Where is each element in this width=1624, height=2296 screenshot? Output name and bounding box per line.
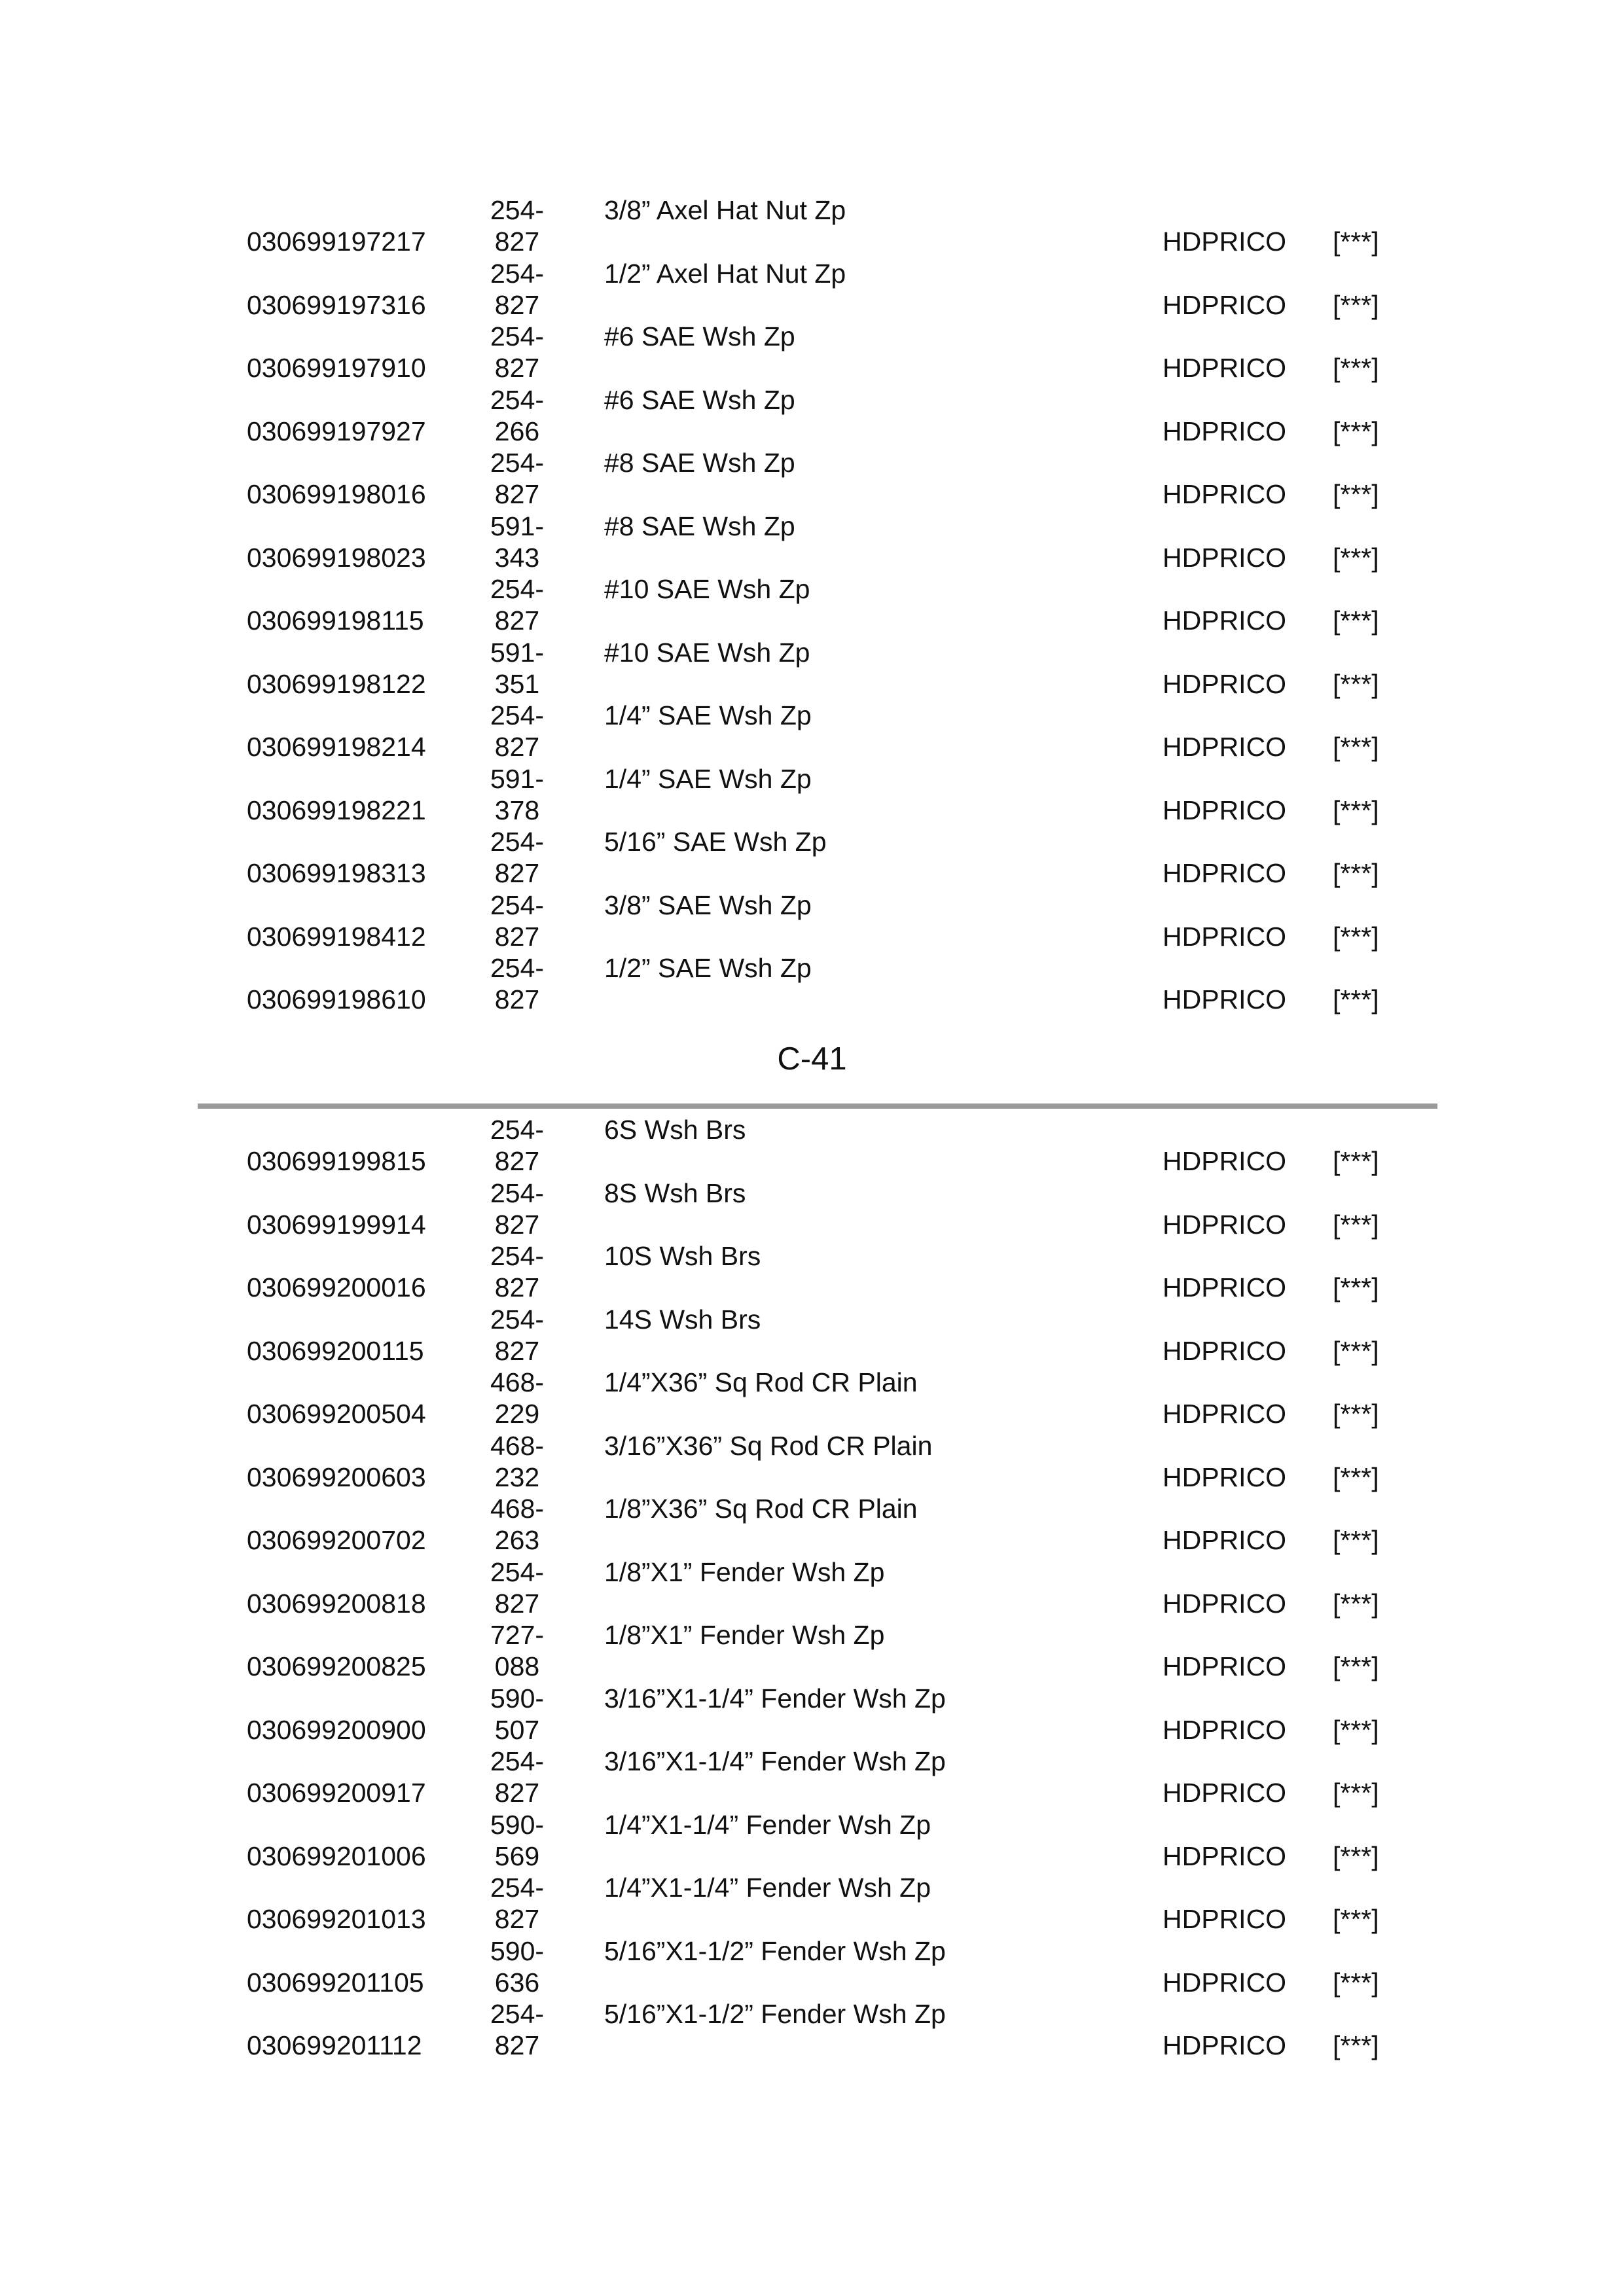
upc-number: 030699200016	[247, 1272, 426, 1302]
redacted-price: [***]	[1333, 1714, 1379, 1745]
table-row	[0, 384, 1624, 448]
item-description: 1/8”X36” Sq Rod CR Plain	[604, 1494, 918, 1524]
pricing-code: HDPRICO	[1163, 353, 1287, 383]
sku-prefix: 254-	[490, 574, 545, 604]
sku-suffix: 827	[494, 353, 540, 383]
redacted-price: [***]	[1333, 921, 1379, 952]
table-row	[0, 826, 1624, 889]
pricing-code: HDPRICO	[1163, 1399, 1287, 1429]
sku-prefix: 254-	[490, 448, 545, 478]
table-row	[0, 1746, 1624, 1809]
sku-suffix: 827	[494, 605, 540, 636]
redacted-price: [***]	[1333, 1967, 1379, 1998]
pricing-code: HDPRICO	[1163, 1146, 1287, 1176]
table-row	[0, 1809, 1624, 1873]
table-row	[0, 952, 1624, 1016]
sku-suffix: 569	[494, 1840, 540, 1871]
redacted-price: [***]	[1333, 795, 1379, 825]
sku-prefix: 254-	[490, 827, 545, 857]
redacted-price: [***]	[1333, 1904, 1379, 1934]
lower-item-list	[0, 1114, 1624, 2062]
table-row	[0, 194, 1624, 258]
item-description: 1/2” SAE Wsh Zp	[604, 953, 812, 983]
redacted-price: [***]	[1333, 479, 1379, 509]
sku-prefix: 591-	[490, 637, 545, 668]
upc-number: 030699198122	[247, 668, 426, 699]
item-description: #10 SAE Wsh Zp	[604, 574, 810, 604]
item-description: 3/8” Axel Hat Nut Zp	[604, 195, 846, 225]
upc-number: 030699200825	[247, 1651, 426, 1681]
item-description: 14S Wsh Brs	[604, 1304, 761, 1335]
upc-number: 030699200603	[247, 1462, 426, 1492]
table-row	[0, 1619, 1624, 1683]
pricing-code: HDPRICO	[1163, 1525, 1287, 1555]
table-row	[0, 1240, 1624, 1304]
redacted-price: [***]	[1333, 1525, 1379, 1555]
upc-number: 030699197217	[247, 226, 426, 257]
sku-suffix: 827	[494, 1272, 540, 1302]
sku-suffix: 229	[494, 1399, 540, 1429]
upper-item-list	[0, 194, 1624, 1016]
redacted-price: [***]	[1333, 1778, 1379, 1808]
upc-number: 030699198214	[247, 732, 426, 762]
page-divider	[198, 1103, 1437, 1109]
sku-suffix: 827	[494, 984, 540, 1014]
redacted-price: [***]	[1333, 416, 1379, 446]
sku-suffix: 088	[494, 1651, 540, 1681]
upc-number: 030699199914	[247, 1209, 426, 1240]
pricing-code: HDPRICO	[1163, 1967, 1287, 1998]
table-row	[0, 447, 1624, 511]
upc-number: 030699198115	[247, 605, 424, 636]
table-row	[0, 1998, 1624, 2062]
redacted-price: [***]	[1333, 1335, 1379, 1366]
redacted-price: [***]	[1333, 353, 1379, 383]
upc-number: 030699200702	[247, 1525, 426, 1555]
sku-suffix: 343	[494, 542, 540, 573]
upc-number: 030699201112	[247, 2030, 422, 2060]
upc-number: 030699197927	[247, 416, 426, 446]
sku-prefix: 254-	[490, 1556, 545, 1587]
sku-prefix: 591-	[490, 763, 545, 794]
pricing-code: HDPRICO	[1163, 479, 1287, 509]
pricing-code: HDPRICO	[1163, 2030, 1287, 2060]
sku-prefix: 254-	[490, 953, 545, 983]
item-description: 5/16” SAE Wsh Zp	[604, 827, 827, 857]
table-row	[0, 1177, 1624, 1241]
table-row	[0, 511, 1624, 574]
table-row	[0, 573, 1624, 637]
table-row	[0, 258, 1624, 321]
sku-prefix: 254-	[490, 1999, 545, 2029]
redacted-price: [***]	[1333, 2030, 1379, 2060]
sku-suffix: 827	[494, 732, 540, 762]
sku-suffix: 827	[494, 1778, 540, 1808]
redacted-price: [***]	[1333, 542, 1379, 573]
redacted-price: [***]	[1333, 1651, 1379, 1681]
upc-number: 030699198221	[247, 795, 426, 825]
upc-number: 030699199815	[247, 1146, 426, 1176]
pricing-code: HDPRICO	[1163, 416, 1287, 446]
sku-suffix: 378	[494, 795, 540, 825]
pricing-code: HDPRICO	[1163, 226, 1287, 257]
redacted-price: [***]	[1333, 605, 1379, 636]
item-description: #8 SAE Wsh Zp	[604, 511, 795, 541]
table-row	[0, 1367, 1624, 1430]
upc-number: 030699198016	[247, 479, 426, 509]
item-description: 3/16”X1-1/4” Fender Wsh Zp	[604, 1683, 946, 1713]
pricing-code: HDPRICO	[1163, 1778, 1287, 1808]
sku-suffix: 827	[494, 226, 540, 257]
table-row	[0, 1430, 1624, 1494]
sku-prefix: 254-	[490, 1241, 545, 1271]
item-description: 8S Wsh Brs	[604, 1177, 746, 1208]
sku-prefix: 254-	[490, 1115, 545, 1145]
redacted-price: [***]	[1333, 289, 1379, 320]
item-description: 1/4” SAE Wsh Zp	[604, 700, 812, 730]
pricing-code: HDPRICO	[1163, 1588, 1287, 1619]
sku-prefix: 254-	[490, 1873, 545, 1903]
pricing-code: HDPRICO	[1163, 1272, 1287, 1302]
item-description: 1/4”X1-1/4” Fender Wsh Zp	[604, 1873, 931, 1903]
sku-prefix: 590-	[490, 1935, 545, 1966]
item-description: 3/16”X1-1/4” Fender Wsh Zp	[604, 1746, 946, 1776]
table-row	[0, 321, 1624, 384]
sku-suffix: 266	[494, 416, 540, 446]
sku-suffix: 827	[494, 289, 540, 320]
table-row	[0, 1493, 1624, 1556]
pricing-code: HDPRICO	[1163, 858, 1287, 888]
table-row	[0, 1114, 1624, 1177]
table-row	[0, 1872, 1624, 1935]
sku-suffix: 636	[494, 1967, 540, 1998]
sku-suffix: 263	[494, 1525, 540, 1555]
item-description: 1/4” SAE Wsh Zp	[604, 763, 812, 794]
upc-number: 030699200917	[247, 1778, 426, 1808]
table-row	[0, 889, 1624, 953]
table-row	[0, 1683, 1624, 1746]
upc-number: 030699201013	[247, 1904, 426, 1934]
sku-suffix: 232	[494, 1462, 540, 1492]
item-description: 3/8” SAE Wsh Zp	[604, 889, 812, 920]
pricing-code: HDPRICO	[1163, 1840, 1287, 1871]
table-row	[0, 763, 1624, 827]
pricing-code: HDPRICO	[1163, 668, 1287, 699]
sku-suffix: 827	[494, 858, 540, 888]
table-row	[0, 1556, 1624, 1620]
sku-suffix: 827	[494, 2030, 540, 2060]
table-row	[0, 1304, 1624, 1367]
table-row	[0, 637, 1624, 700]
pricing-code: HDPRICO	[1163, 732, 1287, 762]
sku-prefix: 727-	[490, 1620, 545, 1650]
sku-suffix: 507	[494, 1714, 540, 1745]
item-description: 10S Wsh Brs	[604, 1241, 761, 1271]
upc-number: 030699198412	[247, 921, 426, 952]
sku-prefix: 254-	[490, 1304, 545, 1335]
sku-prefix: 254-	[490, 258, 545, 289]
upc-number: 030699201105	[247, 1967, 424, 1998]
item-description: 5/16”X1-1/2” Fender Wsh Zp	[604, 1935, 946, 1966]
redacted-price: [***]	[1333, 984, 1379, 1014]
item-description: 1/2” Axel Hat Nut Zp	[604, 258, 846, 289]
sku-prefix: 468-	[490, 1430, 545, 1461]
sku-prefix: 254-	[490, 1746, 545, 1776]
sku-suffix: 351	[494, 668, 540, 699]
redacted-price: [***]	[1333, 1272, 1379, 1302]
table-row	[0, 700, 1624, 763]
redacted-price: [***]	[1333, 1146, 1379, 1176]
sku-suffix: 827	[494, 1588, 540, 1619]
pricing-code: HDPRICO	[1163, 921, 1287, 952]
redacted-price: [***]	[1333, 1588, 1379, 1619]
item-description: #6 SAE Wsh Zp	[604, 384, 795, 415]
pricing-code: HDPRICO	[1163, 1462, 1287, 1492]
upc-number: 030699200818	[247, 1588, 426, 1619]
redacted-price: [***]	[1333, 1840, 1379, 1871]
sku-suffix: 827	[494, 479, 540, 509]
table-row	[0, 1935, 1624, 1999]
sku-prefix: 254-	[490, 384, 545, 415]
sku-suffix: 827	[494, 1209, 540, 1240]
pricing-code: HDPRICO	[1163, 1209, 1287, 1240]
item-description: 5/16”X1-1/2” Fender Wsh Zp	[604, 1999, 946, 2029]
upc-number: 030699198313	[247, 858, 426, 888]
redacted-price: [***]	[1333, 858, 1379, 888]
sku-prefix: 591-	[490, 511, 545, 541]
redacted-price: [***]	[1333, 668, 1379, 699]
sku-prefix: 254-	[490, 195, 545, 225]
pricing-code: HDPRICO	[1163, 289, 1287, 320]
sku-suffix: 827	[494, 1904, 540, 1934]
pricing-code: HDPRICO	[1163, 1335, 1287, 1366]
sku-prefix: 254-	[490, 321, 545, 351]
item-description: #8 SAE Wsh Zp	[604, 448, 795, 478]
upc-number: 030699201006	[247, 1840, 426, 1871]
sku-suffix: 827	[494, 1335, 540, 1366]
item-description: 6S Wsh Brs	[604, 1115, 746, 1145]
redacted-price: [***]	[1333, 226, 1379, 257]
pricing-code: HDPRICO	[1163, 1714, 1287, 1745]
redacted-price: [***]	[1333, 1462, 1379, 1492]
item-description: #10 SAE Wsh Zp	[604, 637, 810, 668]
upc-number: 030699197910	[247, 353, 426, 383]
upc-number: 030699200115	[247, 1335, 424, 1366]
sku-prefix: 590-	[490, 1683, 545, 1713]
redacted-price: [***]	[1333, 732, 1379, 762]
pricing-code: HDPRICO	[1163, 984, 1287, 1014]
item-description: 1/8”X1” Fender Wsh Zp	[604, 1620, 885, 1650]
sku-prefix: 590-	[490, 1809, 545, 1840]
sku-suffix: 827	[494, 921, 540, 952]
item-description: 3/16”X36” Sq Rod CR Plain	[604, 1430, 933, 1461]
sku-prefix: 254-	[490, 1177, 545, 1208]
sku-prefix: 468-	[490, 1494, 545, 1524]
pricing-code: HDPRICO	[1163, 795, 1287, 825]
upc-number: 030699197316	[247, 289, 426, 320]
sku-prefix: 254-	[490, 700, 545, 730]
sku-prefix: 254-	[490, 889, 545, 920]
upc-number: 030699200504	[247, 1399, 426, 1429]
item-description: 1/4”X36” Sq Rod CR Plain	[604, 1367, 918, 1397]
upc-number: 030699200900	[247, 1714, 426, 1745]
pricing-code: HDPRICO	[1163, 542, 1287, 573]
pricing-code: HDPRICO	[1163, 1651, 1287, 1681]
upc-number: 030699198023	[247, 542, 426, 573]
item-description: 1/8”X1” Fender Wsh Zp	[604, 1556, 885, 1587]
item-description: #6 SAE Wsh Zp	[604, 321, 795, 351]
pricing-code: HDPRICO	[1163, 605, 1287, 636]
pricing-code: HDPRICO	[1163, 1904, 1287, 1934]
upc-number: 030699198610	[247, 984, 426, 1014]
page-number: C-41	[777, 1041, 847, 1077]
sku-prefix: 468-	[490, 1367, 545, 1397]
redacted-price: [***]	[1333, 1209, 1379, 1240]
sku-suffix: 827	[494, 1146, 540, 1176]
item-description: 1/4”X1-1/4” Fender Wsh Zp	[604, 1809, 931, 1840]
redacted-price: [***]	[1333, 1399, 1379, 1429]
